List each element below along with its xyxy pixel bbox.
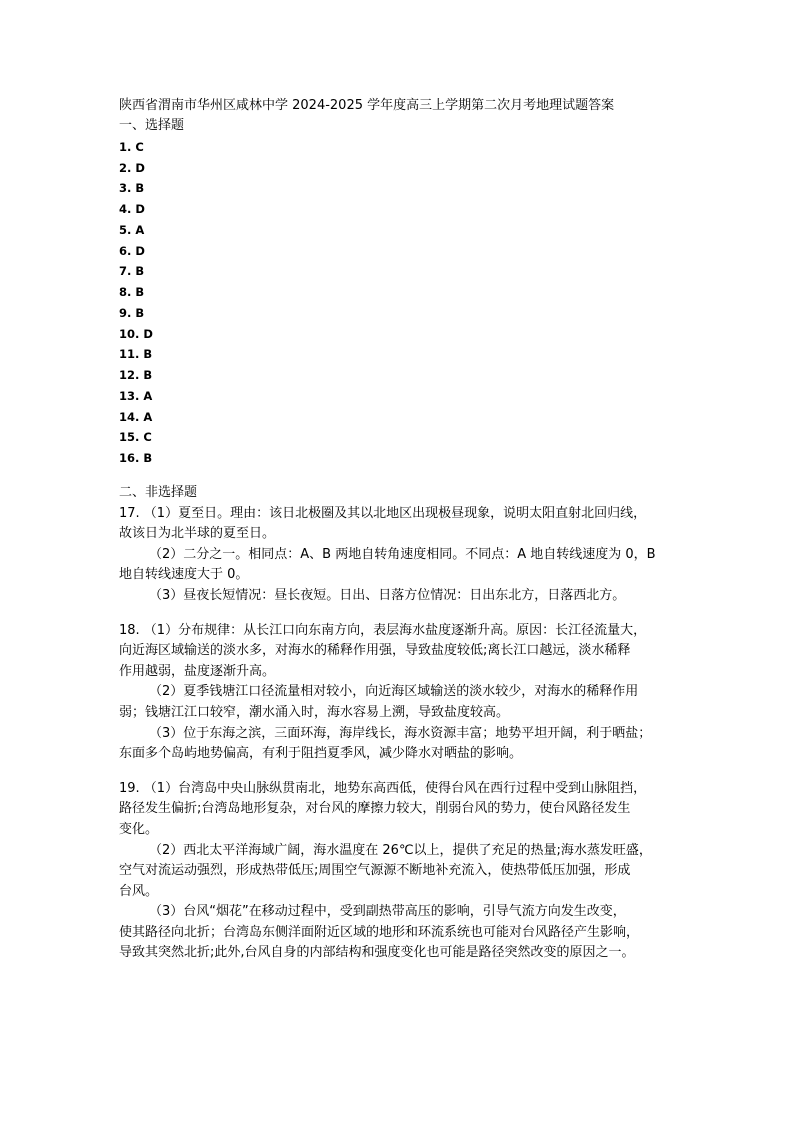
document-page [119,96,684,964]
answer-item: 10. D [119,326,153,341]
answer-item: 4. D [119,202,145,217]
q18-part1-line3: 作用越弱，盐度逐渐升高。 [119,663,276,679]
q17-part2-line1: （2）二分之一。相同点：A、B 两地自转角速度相同。不同点：A 地自转线速度为 0，B [149,546,656,562]
q17-part2-line2: 地自转线速度大于 0。 [119,567,249,583]
answer-item: 14. A [119,409,153,424]
q19-part3-line1: （3）台风“烟花”在移动过程中，受到副热带高压的影响，引导气流方向发生改变， [149,904,626,920]
q18-part1-line2: 向近海区域输送的淡水多，对海水的稀释作用强，导致盐度较低;离长江口越远，淡水稀释 [119,643,631,659]
document-title: 陕西省渭南市华州区咸林中学 2024-2025 学年度高三上学期第二次月考地理试题答案 [119,98,615,113]
q17-part1-line1: 17. （1）夏至日。理由：该日北极圈及其以北地区出现极昼现象，说明太阳直射北回归线， [119,505,647,521]
section-nonchoice-heading: 二、非选择题 [119,484,198,500]
answer-item: 11. B [119,347,153,362]
answer-item: 15. C [119,430,152,445]
answer-item: 2. D [119,160,145,175]
q17-part1-line2: 故该日为北半球的夏至日。 [119,526,276,542]
question-18 [119,621,684,765]
q19-part3-line2: 使其路径向北折；台湾岛东侧洋面附近区域的地形和环流系统也可能对台风路径产生影响， [119,924,640,940]
answer-item: 6. D [119,243,145,258]
q19-part1-line1: 19. （1）台湾岛中央山脉纵贯南北，地势东高西低，使得台风在西行过程中受到山脉阻挡， [119,780,647,796]
answer-item: 12. B [119,368,153,383]
answer-item: 5. A [119,222,145,237]
answer-item: 7. B [119,264,145,279]
answer-list [119,137,684,469]
q17-part3-line1: （3）昼夜长短情况：昼长夜短。日出、日落方位情况：日出东北方，日落西北方。 [149,587,626,603]
q18-part3-line2: 东面多个岛屿地势偏高，有利于阻挡夏季风，减少降水对晒盐的影响。 [119,746,523,762]
q19-part2-line3: 台风。 [119,883,159,899]
question-17 [119,504,684,607]
q19-part1-line3: 变化。 [119,821,159,837]
q18-part1-line1: 18. （1）分布规律：从长江口向东南方向，表层海水盐度逐渐升高。原因：长江径流量大， [119,622,647,638]
q19-part2-line1: （2）西北太平洋海域广阔，海水温度在 26℃以上，提供了充足的热量;海水蒸发旺盛， [149,842,652,858]
question-19 [119,779,684,964]
answer-item: 1. C [119,139,144,154]
q19-part2-line2: 空气对流运动强烈，形成热带低压;周围空气源源不断地补充流入，使热带低压加强，形成 [119,863,631,879]
answer-item: 13. A [119,388,153,403]
q19-part1-line2: 路径发生偏折;台湾岛地形复杂，对台风的摩擦力较大，削弱台风的势力，使台风路径发生 [119,801,631,817]
q18-part2-line2: 弱；钱塘江江口较窄，潮水涌入时，海水容易上溯，导致盐度较高。 [119,704,510,720]
q18-part3-line1: （3）位于东海之滨，三面环海，海岸线长，海水资源丰富；地势平坦开阔，利于晒盐； [149,725,652,741]
answer-item: 8. B [119,285,145,300]
answer-item: 3. B [119,181,145,196]
q19-part3-line3: 导致其突然北折;此外,台风自身的内部结构和强度变化也可能是路径突然改变的原因之一。 [119,945,635,961]
answer-item: 16. B [119,451,153,466]
answer-item: 9. B [119,305,145,320]
q18-part2-line1: （2）夏季钱塘江口径流量相对较小，向近海区域输送的淡水较少，对海水的稀释作用 [149,684,639,700]
section-choice-heading: 一、选择题 [119,118,185,133]
